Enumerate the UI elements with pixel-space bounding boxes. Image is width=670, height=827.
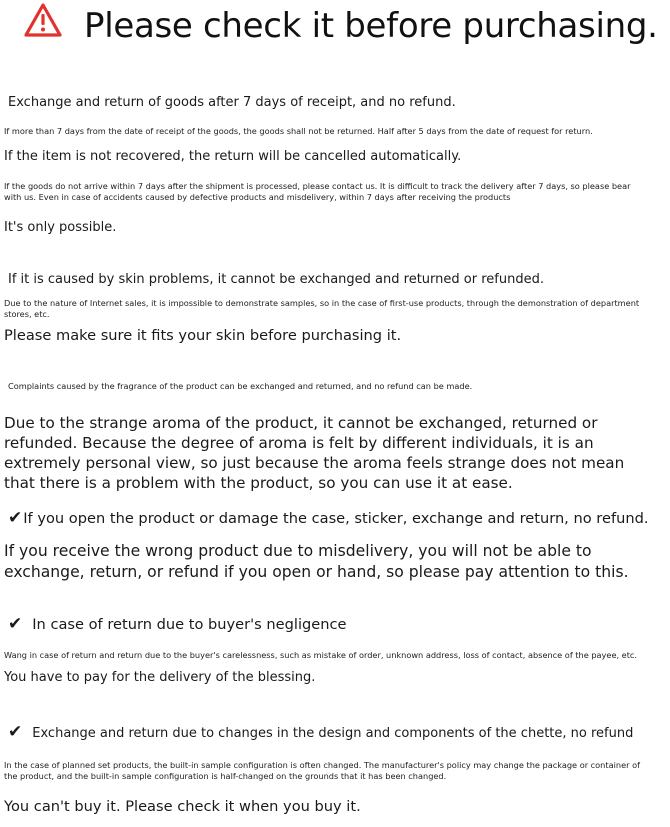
- page-header: [0, 0, 670, 60]
- notice-misdelivery: If you receive the wrong product due to misdelivery, you will not be able to exchange, return, or refund if you open or hand, so please pay attention to this.: [4, 542, 629, 581]
- notice-exchange-7-days: Exchange and return of goods after 7 days of receipt, and no refund.: [8, 95, 456, 110]
- notice-open-product-text: If you open the product or damage the case, sticker, exchange and return, no refund.: [23, 510, 649, 527]
- notice-fragrance-complaints: Complaints caused by the fragrance of the product can be exchanged and returned, and no refund can be made.: [8, 381, 473, 391]
- notice-carelessness-detail: Wang in case of return and return due to the buyer's carelessness, such as mistake of order, unknown address, loss of contact, absence of the payee, etc.: [4, 650, 638, 660]
- notice-design-changes-text: Exchange and return due to changes in the design and components of the chette, no refund: [32, 726, 634, 741]
- notice-skin-problems: If it is caused by skin problems, it cannot be exchanged and returned or refunded.: [8, 272, 544, 287]
- checkmark-icon: ✔: [8, 508, 23, 528]
- checkmark-icon: ✔: [8, 614, 23, 634]
- page-title: Please check it before purchasing.: [84, 6, 658, 46]
- notice-buyer-negligence-text: In case of return due to buyer's negligence: [32, 616, 347, 633]
- notice-delivery-fee: You have to pay for the delivery of the blessing.: [4, 670, 316, 685]
- notice-delivery-contact: If the goods do not arrive within 7 days after the shipment is processed, please contact us. It is difficult to track the delivery after 7 days, so please bear with us. Even in case of accidents caused by defective products and misdelivery, within 7 days after receiving the products: [4, 181, 631, 202]
- notice-planned-sets: In the case of planned set products, the built-in sample configuration is often changed. The manufacturer's policy may change the package or container of the product, and the built-in sample configuration is half-changed on the grounds that it has been changed.: [4, 760, 640, 781]
- checkmark-icon: ✔: [8, 722, 23, 742]
- notice-only-possible: It's only possible.: [4, 220, 117, 235]
- notice-design-changes: [8, 722, 633, 742]
- notice-aroma-detail: Due to the strange aroma of the product, it cannot be exchanged, returned or refunded. Because the degree of aroma is felt by different individuals, it is an extremely personal view, so just because the aroma feels strange does not mean that there is a problem with the product, so you can use it at ease.: [4, 414, 625, 492]
- notice-fit-skin: Please make sure it fits your skin before purchasing it.: [4, 327, 402, 344]
- warning-triangle-icon: [23, 2, 63, 38]
- notice-open-product: [8, 508, 648, 528]
- notice-7-days-detail: If more than 7 days from the date of receipt of the goods, the goods shall not be returned. Half after 5 days from the date of request for return.: [4, 126, 593, 136]
- notice-buyer-negligence: [8, 614, 347, 634]
- notice-check-when-buy: You can't buy it. Please check it when you buy it.: [4, 798, 361, 815]
- notice-internet-sales: Due to the nature of Internet sales, it is impossible to demonstrate samples, so in the case of first-use products, through the demonstration of department stores, etc.: [4, 298, 640, 319]
- notice-return-cancelled: If the item is not recovered, the return will be cancelled automatically.: [4, 149, 462, 164]
